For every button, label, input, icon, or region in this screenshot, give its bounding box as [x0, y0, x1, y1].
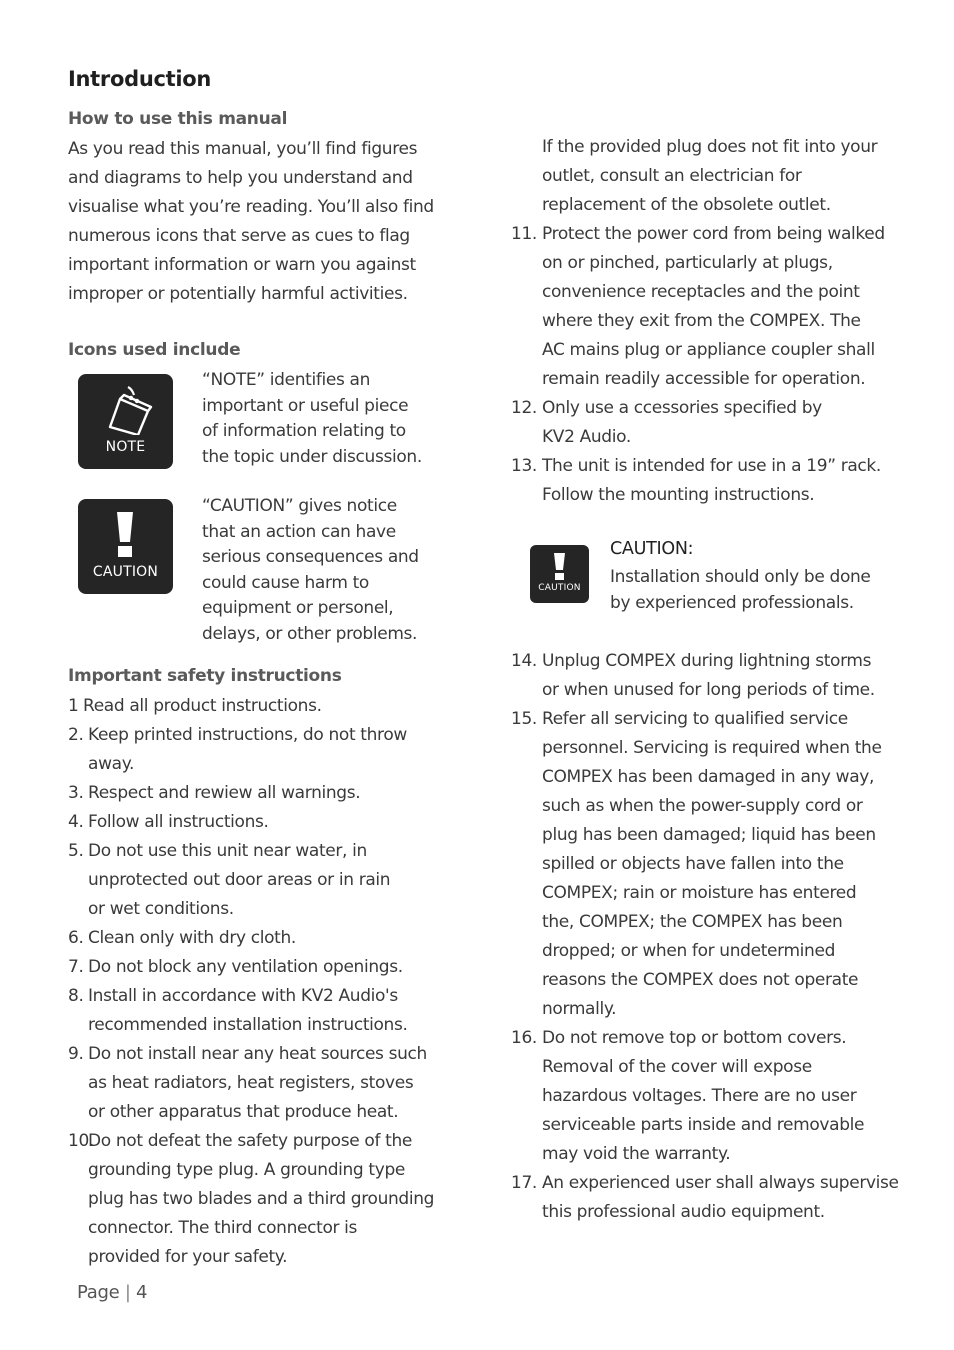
- safety-item-line: or wet conditions.: [88, 899, 234, 919]
- safety-item-line: Follow the mounting instructions.: [542, 485, 815, 505]
- safety-item-number: 10.: [68, 1131, 94, 1151]
- safety-item: [68, 1040, 427, 1127]
- safety-item-line: unprotected out door areas or in rain: [88, 870, 391, 890]
- how-to-line: important information or warn you against: [68, 255, 416, 275]
- note-icon-label: NOTE: [105, 439, 146, 455]
- safety-item-line: personnel. Servicing is required when the: [542, 738, 882, 758]
- safety-item-line: hazardous voltages. There are no user: [542, 1086, 857, 1106]
- safety-item-number: 1: [68, 696, 79, 716]
- caution-box-line: Installation should only be done: [610, 567, 871, 587]
- safety-item: [511, 394, 822, 452]
- safety-item-line: Follow all instructions.: [88, 812, 269, 832]
- caution-line: serious consequences and: [202, 547, 419, 567]
- item-10-continuation: [542, 133, 877, 220]
- how-to-line: and diagrams to help you understand and: [68, 168, 413, 188]
- safety-item: [68, 837, 390, 924]
- safety-item-line: The unit is intended for use in a 19” rack.: [542, 456, 881, 476]
- safety-item: [511, 647, 875, 705]
- safety-item-number: 15.: [511, 709, 537, 729]
- safety-item-number: 11.: [511, 224, 537, 244]
- caution-box-icon: [530, 545, 589, 603]
- note-line: of information relating to: [202, 421, 406, 441]
- caution-box-text: [610, 565, 871, 616]
- how-to-line: visualise what you’re reading. You’ll also find: [68, 197, 434, 217]
- safety-item-number: 5.: [68, 841, 84, 861]
- safety-item-line: spilled or objects have fallen into the: [542, 854, 844, 874]
- safety-item: [68, 779, 360, 808]
- safety-item-number: 2.: [68, 725, 84, 745]
- how-to-line: improper or potentially harmful activities.: [68, 284, 408, 304]
- safety-item-line: KV2 Audio.: [542, 427, 631, 447]
- safety-item-line: plug has been damaged; liquid has been: [542, 825, 876, 845]
- safety-item-line: COMPEX; rain or moisture has entered: [542, 883, 857, 903]
- safety-item: [511, 1169, 899, 1227]
- safety-item-line: Do not install near any heat sources such: [88, 1044, 427, 1064]
- caution-line: delays, or other problems.: [202, 623, 418, 644]
- safety-item-line: connector. The third connector is: [88, 1218, 358, 1238]
- safety-item-line: or other apparatus that produce heat.: [88, 1102, 399, 1122]
- note-line: the topic under discussion.: [202, 446, 422, 467]
- safety-item-line: An experienced user shall always supervise: [542, 1173, 899, 1193]
- caution-line: that an action can have: [202, 521, 396, 542]
- safety-item: [511, 452, 881, 510]
- safety-item-line: remain readily accessible for operation.: [542, 369, 866, 389]
- safety-item-line: the, COMPEX; the COMPEX has been: [542, 912, 843, 932]
- how-to-paragraph: [68, 135, 434, 309]
- safety-item-line: where they exit from the COMPEX. The: [542, 311, 861, 331]
- safety-item-line: away.: [88, 754, 135, 774]
- safety-item: [68, 982, 408, 1040]
- exclamation-icon: [553, 553, 566, 580]
- safety-item-line: this professional audio equipment.: [542, 1202, 825, 1222]
- safety-item-line: Removal of the cover will expose: [542, 1057, 812, 1077]
- safety-item-line: Only use a ccessories specified by: [542, 398, 822, 418]
- safety-item-line: grounding type plug. A grounding type: [88, 1160, 406, 1180]
- safety-item-line: recommended installation instructions.: [88, 1015, 408, 1035]
- exclamation-icon: [115, 512, 135, 558]
- safety-item-number: 17.: [511, 1173, 537, 1193]
- page-title: Introduction: [68, 67, 212, 91]
- safety-item-line: Read all product instructions.: [83, 696, 322, 716]
- safety-item-number: 13.: [511, 456, 537, 476]
- safety-item: [511, 1024, 864, 1169]
- safety-item-line: Protect the power cord from being walked: [542, 224, 885, 244]
- safety-item-line: provided for your safety.: [88, 1247, 288, 1267]
- safety-item-number: 7.: [68, 957, 84, 977]
- how-to-line: numerous icons that serve as cues to flag: [68, 226, 410, 246]
- safety-item-line: Do not defeat the safety purpose of the: [88, 1131, 412, 1151]
- safety-item-number: 4.: [68, 812, 84, 832]
- continuation-line: outlet, consult an electrician for: [542, 166, 802, 186]
- note-line: “NOTE” identifies an: [202, 370, 370, 390]
- safety-item: [68, 1127, 434, 1272]
- safety-item-line: as heat radiators, heat registers, stoves: [88, 1073, 414, 1093]
- safety-item-line: reasons the COMPEX does not operate: [542, 970, 859, 990]
- continuation-line: If the provided plug does not fit into your: [542, 137, 878, 157]
- safety-item-line: Keep printed instructions, do not throw: [88, 725, 407, 745]
- caution-line: “CAUTION” gives notice: [202, 496, 397, 516]
- safety-item-line: may void the warranty.: [542, 1144, 731, 1164]
- caution-box-title: CAUTION:: [610, 539, 694, 559]
- caution-description: [202, 494, 419, 647]
- safety-item-line: Unplug COMPEX during lightning storms: [542, 651, 872, 671]
- caution-icon-box: [78, 499, 173, 594]
- note-icon-box: [78, 374, 173, 469]
- safety-item-line: Respect and rewiew all warnings.: [88, 783, 361, 803]
- safety-item-line: on or pinched, particularly at plugs,: [542, 253, 833, 273]
- caution-line: equipment or personel,: [202, 598, 394, 618]
- caution-icon-label: CAUTION: [92, 564, 159, 580]
- safety-item-line: Do not remove top or bottom covers.: [542, 1028, 847, 1048]
- safety-item-number: 8.: [68, 986, 84, 1006]
- safety-item-line: plug has two blades and a third grounding: [88, 1189, 435, 1209]
- page-label: Page: [77, 1282, 120, 1303]
- safety-item-line: dropped; or when for undetermined: [542, 941, 836, 961]
- safety-item: [68, 924, 296, 953]
- page-footer: [77, 1282, 147, 1303]
- safety-item-line: or when unused for long periods of time.: [542, 680, 875, 700]
- safety-item: [68, 692, 322, 721]
- safety-item-line: COMPEX has been damaged in any way,: [542, 767, 875, 787]
- safety-item: [511, 220, 885, 394]
- notepad-pen-icon: [98, 381, 154, 435]
- continuation-line: replacement of the obsolete outlet.: [542, 195, 831, 215]
- caution-box-line: by experienced professionals.: [610, 592, 854, 613]
- icons-heading: Icons used include: [68, 340, 241, 360]
- safety-item-number: 9.: [68, 1044, 84, 1064]
- safety-item: [68, 721, 407, 779]
- safety-item-line: such as when the power-supply cord or: [542, 796, 863, 816]
- page-separator: |: [124, 1282, 131, 1303]
- page-number: 4: [136, 1282, 148, 1303]
- safety-item-line: serviceable parts inside and removable: [542, 1115, 865, 1135]
- safety-item-number: 16.: [511, 1028, 537, 1048]
- safety-item-number: 12.: [511, 398, 537, 418]
- safety-item-number: 14.: [511, 651, 537, 671]
- safety-item-line: normally.: [542, 999, 617, 1019]
- how-to-heading: How to use this manual: [68, 109, 288, 129]
- safety-item-number: 6.: [68, 928, 84, 948]
- safety-item-line: convenience receptacles and the point: [542, 282, 860, 302]
- how-to-line: As you read this manual, you’ll find figures: [68, 139, 418, 159]
- safety-item: [68, 953, 403, 982]
- caution-box-icon-label: CAUTION: [538, 583, 581, 593]
- safety-item: [68, 808, 269, 837]
- safety-item: [511, 705, 882, 1024]
- note-description: [202, 368, 422, 470]
- safety-item-line: Do not block any ventilation openings.: [88, 957, 403, 977]
- safety-item-line: Refer all servicing to qualified service: [542, 709, 848, 729]
- safety-item-line: Install in accordance with KV2 Audio's: [88, 986, 398, 1006]
- safety-item-line: Do not use this unit near water, in: [88, 841, 367, 861]
- note-line: important or useful piece: [202, 395, 409, 416]
- safety-item-line: AC mains plug or appliance coupler shall: [542, 340, 875, 360]
- safety-heading: Important safety instructions: [68, 666, 342, 686]
- safety-item-number: 3.: [68, 783, 84, 803]
- safety-item-line: Clean only with dry cloth.: [88, 928, 296, 948]
- caution-line: could cause harm to: [202, 572, 369, 593]
